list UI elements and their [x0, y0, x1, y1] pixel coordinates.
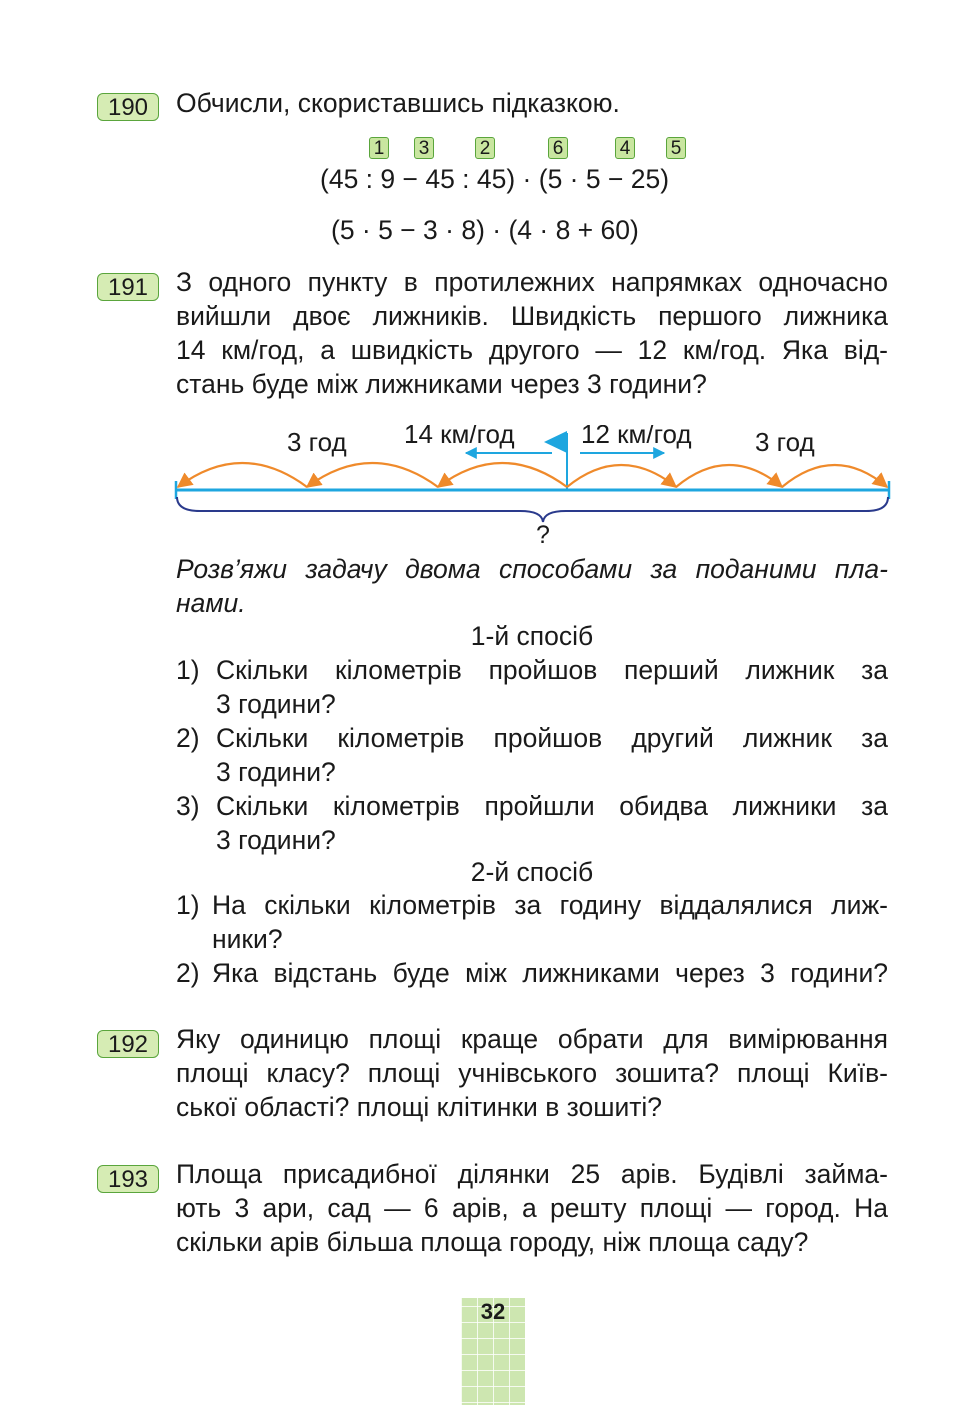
text-line: 3 години? [216, 757, 336, 787]
plan-step [176, 956, 888, 990]
method-2-title: 2-й спосіб [470, 857, 594, 887]
left-speed-label: 14 км/год [404, 425, 515, 449]
text-line: нами. [176, 588, 246, 618]
text-line: Розв’яжи задачу двома способами за поданими пла- [176, 554, 888, 584]
plan-step [176, 789, 888, 857]
expression-2: (5 · 5 − 3 · 8) · (4 · 8 + 60) [331, 215, 639, 245]
step-number: 3) [176, 791, 200, 821]
plan-step [176, 653, 888, 721]
text-line: 14 км/год, а швидкість другого — 12 км/год. Яка від- [176, 335, 888, 365]
page-number: 32 [480, 1299, 506, 1324]
task-number-badge: 192 [97, 1030, 159, 1058]
instruction-text: Обчисли, скориставшись підказкою. [176, 88, 620, 118]
text-line: Площа присадибної ділянки 25 арів. Будівлі займа- [176, 1159, 888, 1189]
task-number-badge: 190 [97, 93, 159, 121]
right-jump-arc [782, 465, 887, 487]
text-line: Скільки кілометрів пройшов другий лижник за [216, 723, 888, 753]
text-line: площі класу? площі учнівського зошита? площі Київ- [176, 1058, 888, 1088]
text-line: 3 години? [216, 689, 336, 719]
flag-icon [544, 431, 567, 453]
step-number: 1) [176, 890, 200, 920]
text-line: стань буде між лижниками через 3 години? [176, 369, 707, 399]
unknown-distance-label: ? [536, 521, 550, 545]
task-text [176, 265, 888, 401]
text-line: скільки арів більша площа городу, ніж площа саду? [176, 1227, 809, 1257]
text-line: Скільки кілометрів пройшов перший лижник за [216, 655, 888, 685]
text-line: З одного пункту в протилежних напрямках одночасно [176, 267, 888, 297]
task-number-badge: 193 [97, 1165, 159, 1193]
right-time-label: 3 год [755, 427, 815, 457]
expression-1: (45 : 9 − 45 : 45) · (5 · 5 − 25) [320, 164, 670, 194]
task-instruction [176, 86, 888, 120]
order-mark: 6 [548, 137, 568, 159]
task-text [176, 1157, 888, 1259]
text-line: ють 3 ари, сад — 6 арів, а решту площі — город. На [176, 1193, 888, 1223]
left-time-label: 3 год [287, 427, 347, 457]
text-line: вийшли двоє лижників. Швидкість першого лижника [176, 301, 888, 331]
solve-prompt [176, 552, 888, 620]
order-mark: 4 [615, 137, 635, 159]
left-jump-arc [307, 463, 438, 487]
order-mark: 3 [414, 137, 434, 159]
step-number: 1) [176, 655, 200, 685]
movement-diagram [0, 425, 963, 545]
total-distance-brace [177, 497, 888, 522]
order-mark: 1 [369, 137, 389, 159]
right-jump-arc [676, 465, 782, 487]
left-jump-arc [178, 463, 307, 487]
text-line: Яку одиницю площі краще обрати для вимірювання [176, 1024, 888, 1054]
step-number: 2) [176, 958, 200, 988]
step-number: 2) [176, 723, 200, 753]
plan-step [176, 888, 888, 956]
text-line: ської області? площі клітинки в зошиті? [176, 1092, 663, 1122]
right-speed-label: 12 км/год [581, 425, 692, 449]
order-mark: 2 [475, 137, 495, 159]
task-number-badge: 191 [97, 273, 159, 301]
plan-step [176, 721, 888, 789]
text-line: 3 години? [216, 825, 336, 855]
text-line: На скільки кілометрів за годину віддалялися лиж- [212, 890, 888, 920]
method-1-title: 1-й спосіб [470, 621, 594, 651]
right-jump-arc [567, 465, 676, 487]
text-line: ники? [212, 924, 283, 954]
text-line: Яка відстань буде між лижниками через 3 години? [212, 958, 888, 988]
left-jump-arc [438, 463, 567, 487]
order-mark: 5 [666, 137, 686, 159]
task-text [176, 1022, 888, 1124]
order-marks [0, 137, 963, 161]
text-line: Скільки кілометрів пройшли обидва лижники за [216, 791, 888, 821]
